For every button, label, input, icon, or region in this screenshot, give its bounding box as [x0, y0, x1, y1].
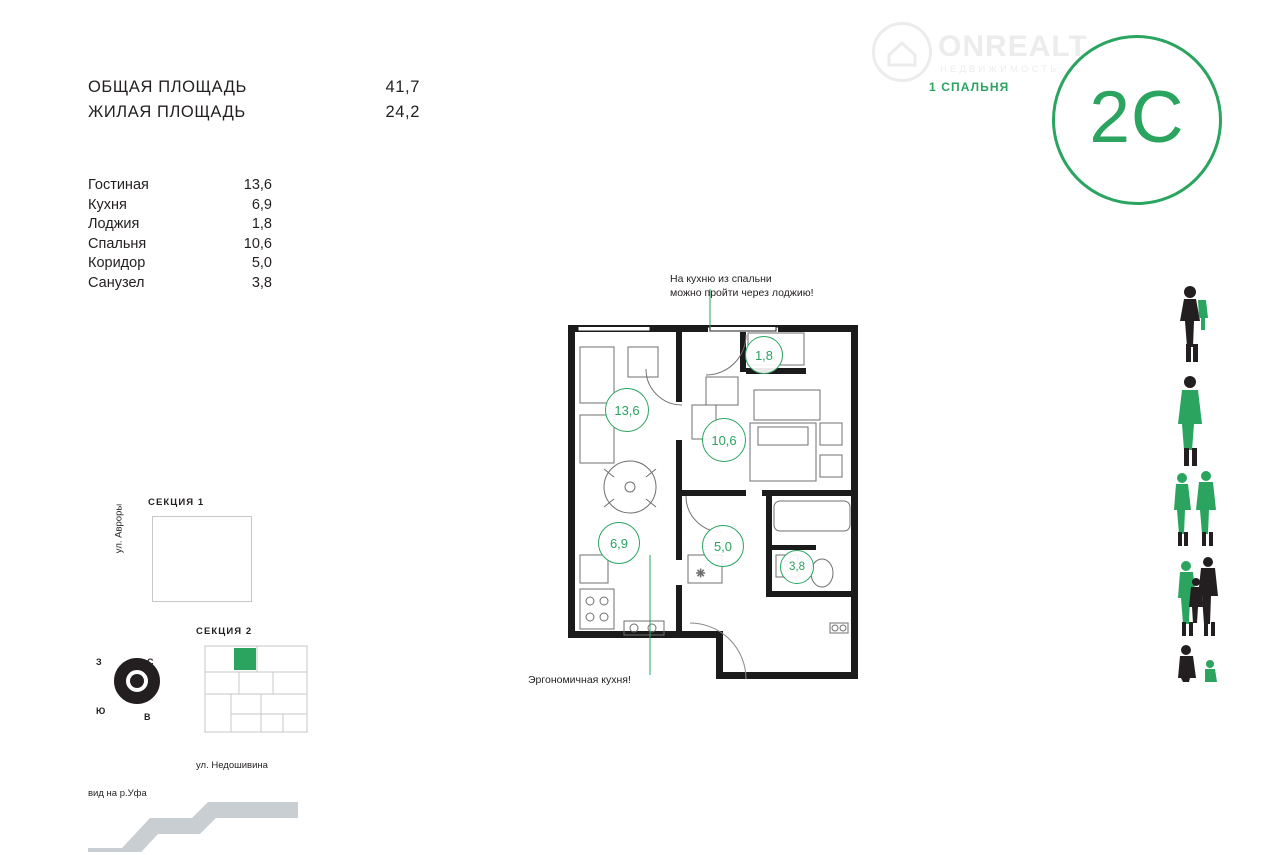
area-bubble-value: 5,0 — [713, 538, 733, 554]
room-label: Спальня — [88, 235, 147, 252]
watermark-subtitle: НЕДВИЖИМОСТЬ — [940, 64, 1060, 75]
highlighted-apartment — [234, 648, 256, 670]
compass-rose — [96, 644, 188, 736]
section-2-label: СЕКЦИЯ 2 — [196, 626, 253, 637]
area-bubble-living-room — [605, 388, 649, 432]
river-view-label: вид на р.Уфа — [88, 788, 147, 799]
area-bubble-kitchen — [598, 522, 640, 564]
house-icon — [872, 22, 932, 82]
compass-label-west: З — [96, 657, 102, 667]
room-label: Санузел — [88, 274, 145, 291]
room-label: Коридор — [88, 255, 146, 271]
list-item — [88, 176, 388, 196]
room-label: Кухня — [88, 196, 127, 213]
street-label-nedoshivina: ул. Недошивина — [196, 760, 268, 771]
section-1-box — [152, 516, 252, 602]
bedrooms-count-label: 1 СПАЛЬНЯ — [929, 80, 1010, 94]
area-bubble-value: 1,8 — [754, 347, 774, 363]
room-list — [88, 176, 388, 293]
road-graphic — [88, 796, 298, 852]
section-1-label: СЕКЦИЯ 1 — [148, 497, 205, 508]
svg-text:✳: ✳ — [696, 568, 706, 580]
floor-plan-drawing — [500, 255, 900, 705]
people-silhouettes — [1168, 282, 1250, 682]
summary-row — [88, 78, 508, 97]
summary-row — [88, 103, 508, 122]
summary-label: ЖИЛАЯ ПЛОЩАДЬ — [88, 103, 246, 121]
list-item — [88, 254, 388, 274]
area-bubble-corridor — [702, 525, 744, 567]
room-area: 13,6 — [243, 177, 272, 193]
room-area: 1,8 — [251, 216, 272, 232]
compass-label-east: В — [144, 712, 151, 722]
room-area: 5,0 — [251, 255, 272, 271]
area-summary — [88, 78, 508, 128]
compass-label-north: С — [147, 657, 154, 667]
area-bubble-value: 3,8 — [789, 561, 805, 573]
compass-needle — [130, 674, 144, 688]
room-area: 3,8 — [251, 274, 272, 291]
room-area: 10,6 — [243, 235, 272, 252]
summary-label: ОБЩАЯ ПЛОЩАДЬ — [88, 78, 247, 96]
list-item — [88, 274, 388, 294]
building-mini-plan — [204, 645, 308, 738]
floor-plan — [500, 255, 900, 710]
room-area: 6,9 — [251, 196, 272, 213]
list-item — [88, 235, 388, 255]
summary-value: 41,7 — [385, 78, 420, 96]
list-item — [88, 215, 388, 235]
summary-value: 24,2 — [385, 103, 420, 121]
area-bubble-bathroom — [780, 550, 814, 584]
area-bubble-value: 13,6 — [614, 402, 640, 418]
area-bubble-value: 6,9 — [609, 535, 629, 551]
watermark-title: ONREALT — [938, 30, 1088, 63]
apartment-type-label: 2C — [1089, 76, 1185, 158]
area-bubble-bedroom — [702, 418, 746, 462]
room-label: Гостиная — [88, 177, 149, 193]
street-label-avrory: ул. Авроры — [113, 503, 125, 554]
annotation-loggia-passage: На кухню из спальни можно пройти через лоджию! — [670, 273, 814, 299]
area-bubble-loggia — [745, 336, 783, 374]
annotation-ergonomic-kitchen: Эргономичная кухня! — [528, 674, 631, 686]
room-label: Лоджия — [88, 216, 140, 232]
list-item — [88, 196, 388, 216]
area-bubble-value: 10,6 — [711, 432, 737, 448]
apartment-type-badge — [1052, 35, 1222, 205]
compass-label-south: Ю — [96, 706, 106, 716]
